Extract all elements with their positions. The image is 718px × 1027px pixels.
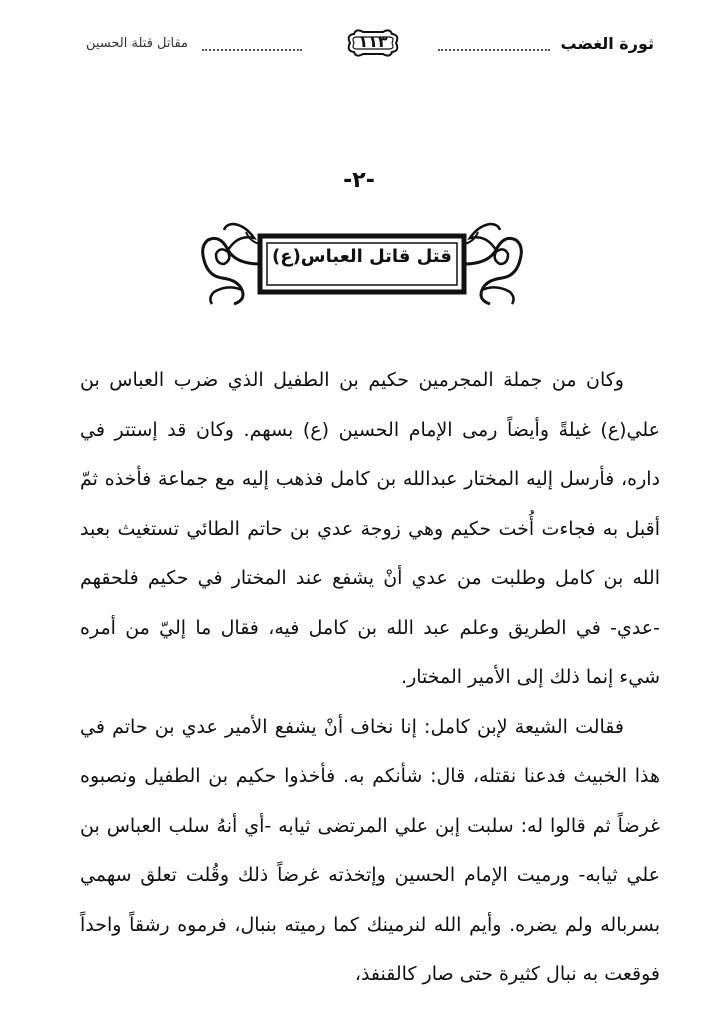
chapter-title: قتل قاتل العباس(ع) [272,246,452,267]
running-header [86,30,654,60]
paragraph: وكان من جملة المجرمين حكيم بن الطفيل الذي ضرب العباس بن علي(ع) غيلةً وأيضاً رمى الإمام الحسين (ع) بسهم. وكان قد إستتر في داره، فأرسل إليه المختار عبدالله بن كامل فذهب إليه مع جماعة فأخذه ثمّ أقبل به فجاءت أُخت حكيم وهي زوجة عدي بن حاتم الطائي تستغيث بعبد الله بن كامل وطلبت من عدي أنْ يشفع عند المختار في حكيم فلحقهم -عدي- في الطريق وعلم عبد الله بن كامل فيه، فقال ما إليّ من أمره شيء إنما ذلك إلى الأمير المختار. [80,369,660,688]
page-number-badge [344,26,402,60]
section-title: مقاتل قتلة الحسين [86,36,189,51]
page-number: ١١٣ [358,32,388,51]
paragraph: فقالت الشيعة لإبن كامل: إنا نخاف أنْ يشفع الأمير عدي بن حاتم في هذا الخبيث فدعنا نقتله، قال: شأنكم به. فأخذوا حكيم بن الطفيل ونصبوه غرضاً ثم قالوا له: سلبت إبن علي المرتضى ثيابه -أي أنهُ سلب العباس بن علي ثيابه- ورميت الإمام الحسين وإتخذته غرضاً ذلك وقُلت تعلق سهمي بسرباله ولم يضره. وأيم الله لنرمينك كما رميته بنبال، فرموه رشقاً واحداً فوقعت به نبال كثيرة حتى صار كالقنفذ، [80,715,660,985]
header-dotted-leader [202,49,302,51]
chapter-number: -٢- [343,168,375,193]
header-dotted-leader [438,49,550,51]
book-title: ثورة الغضب [560,34,654,53]
body-text [80,356,660,1000]
chapter-title-cartouche [198,220,526,306]
